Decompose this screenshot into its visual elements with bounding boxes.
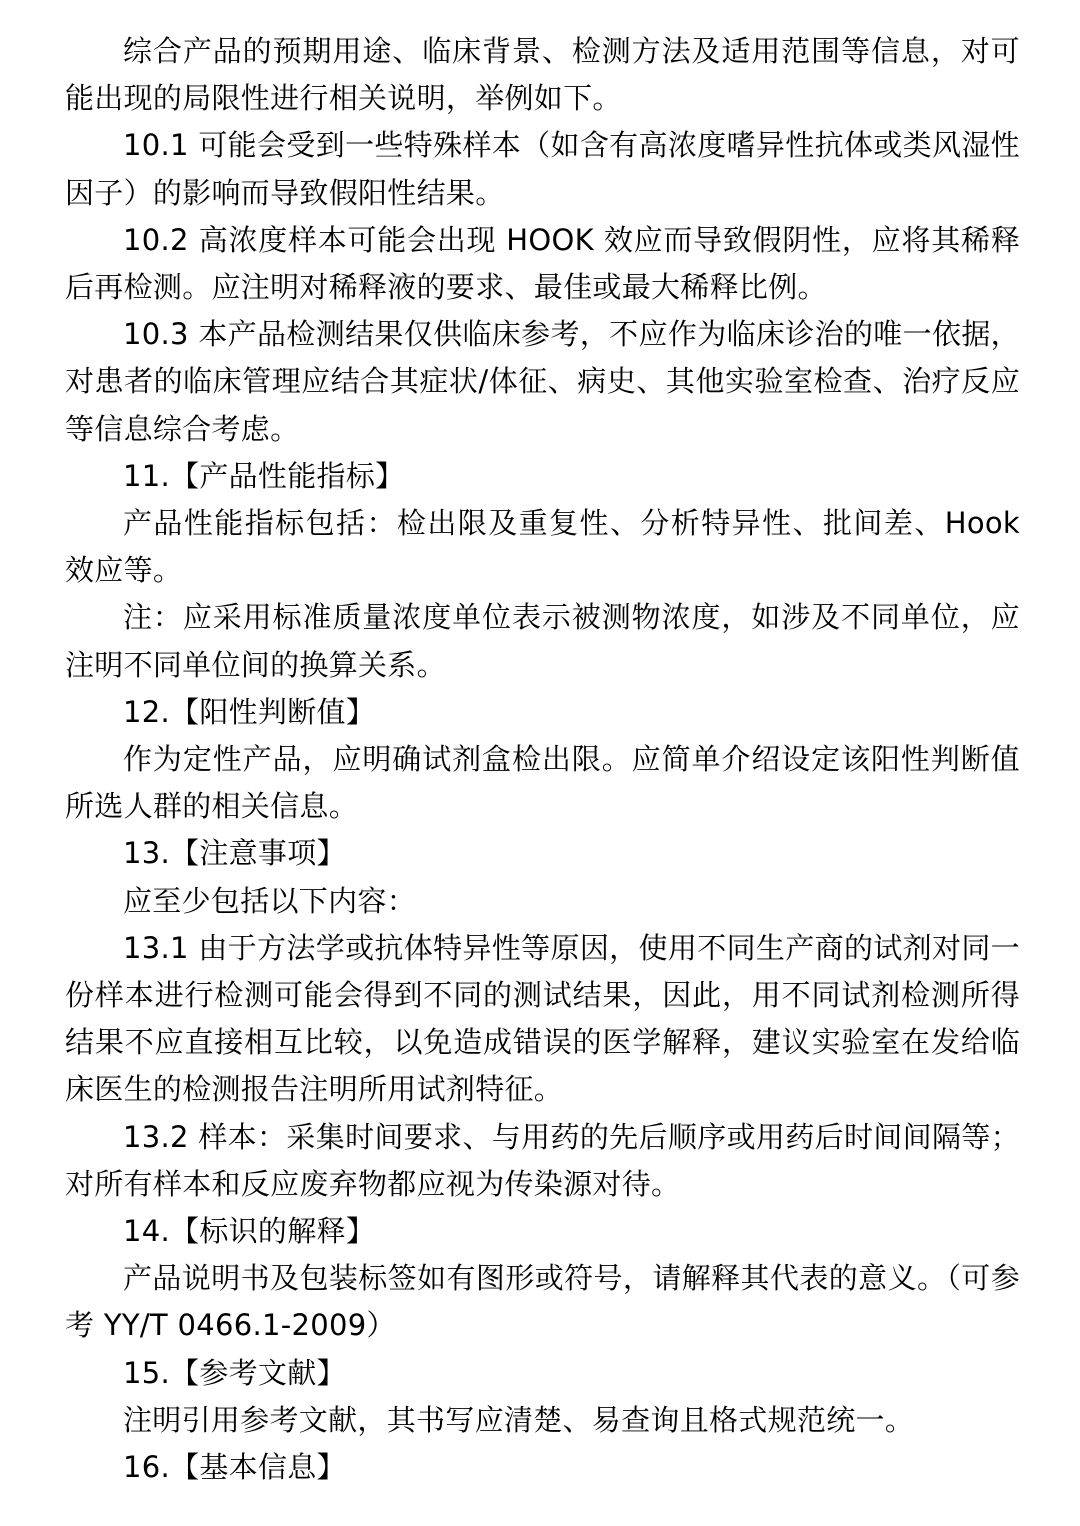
heading-section-14: 14.【标识的解释】 bbox=[123, 1214, 376, 1249]
paragraph-10-3: 10.3 本产品检测结果仅供临床参考，不应作为临床诊治的唯一依据，对患者的临床管理应结合其症状/体征、病史、其他实验室检查、治疗反应等信息综合考虑。 bbox=[65, 317, 1020, 446]
heading-section-11: 11.【产品性能指标】 bbox=[123, 458, 405, 493]
heading-section-13: 13.【注意事项】 bbox=[123, 836, 346, 871]
paragraph-13-2: 13.2 样本：采集时间要求、与用药的先后顺序或用药后时间间隔等；对所有样本和反应废弃物都应视为传染源对待。 bbox=[65, 1119, 1020, 1201]
document-page bbox=[65, 28, 1020, 1491]
paragraph-intro: 综合产品的预期用途、临床背景、检测方法及适用范围等信息，对可能出现的局限性进行相关说明，举例如下。 bbox=[65, 34, 1020, 116]
paragraph-10-2: 10.2 高浓度样本可能会出现 HOOK 效应而导致假阴性，应将其稀释后再检测。应注明对稀释液的要求、最佳或最大稀释比例。 bbox=[65, 222, 1020, 305]
paragraph-performance: 产品性能指标包括：检出限及重复性、分析特异性、批间差、Hook 效应等。 bbox=[65, 506, 1020, 588]
paragraph-symbols: 产品说明书及包装标签如有图形或符号，请解释其代表的意义。（可参考 YY/T 0466.1-2009） bbox=[65, 1261, 1020, 1343]
paragraph-positive-value: 作为定性产品，应明确试剂盒检出限。应简单介绍设定该阳性判断值所选人群的相关信息。 bbox=[65, 742, 1020, 824]
heading-section-12: 12.【阳性判断值】 bbox=[123, 694, 376, 729]
paragraph-performance-note: 注：应采用标准质量浓度单位表示被测物浓度，如涉及不同单位，应注明不同单位间的换算关系。 bbox=[65, 600, 1020, 682]
heading-section-16: 16.【基本信息】 bbox=[123, 1450, 346, 1485]
paragraph-references: 注明引用参考文献，其书写应清楚、易查询且格式规范统一。 bbox=[123, 1402, 915, 1437]
paragraph-13-1: 13.1 由于方法学或抗体特异性等原因，使用不同生产商的试剂对同一份样本进行检测可能会得到不同的测试结果，因此，用不同试剂检测所得结果不应直接相互比较，以免造成错误的医学解释，建议实验室在发给临床医生的检测报告注明所用试剂特征。 bbox=[65, 930, 1020, 1107]
paragraph-precautions-intro: 应至少包括以下内容： bbox=[123, 883, 417, 918]
paragraph-10-1: 10.1 可能会受到一些特殊样本（如含有高浓度嗜异性抗体或类风湿性因子）的影响而导致假阳性结果。 bbox=[65, 128, 1020, 210]
heading-section-15: 15.【参考文献】 bbox=[123, 1355, 346, 1390]
